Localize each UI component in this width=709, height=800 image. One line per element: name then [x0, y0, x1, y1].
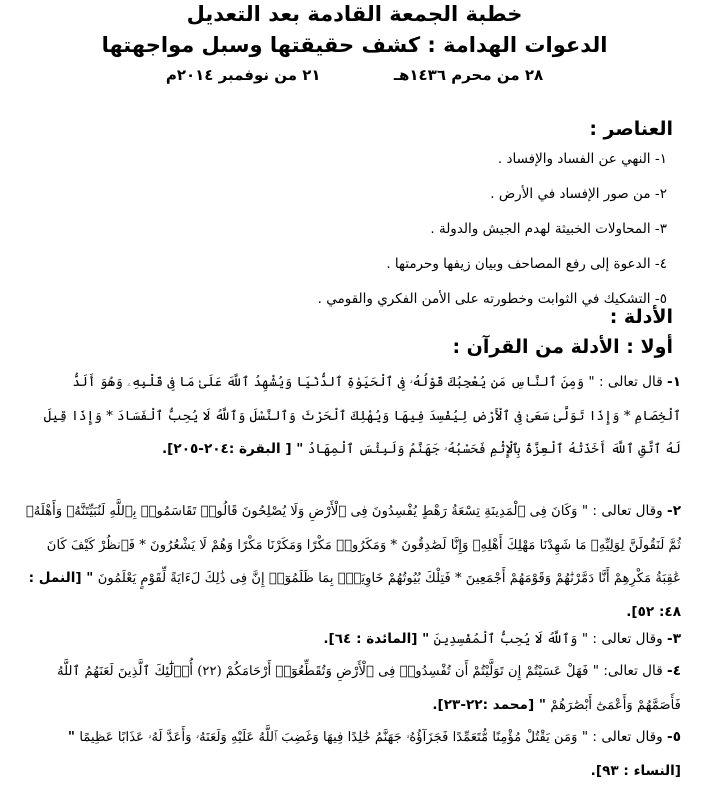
item-intro: وقال تعالى : " — [581, 631, 663, 647]
elements-heading: العناصر : — [589, 118, 673, 140]
item-number: ١- — [667, 374, 681, 390]
elements-list — [47, 142, 667, 317]
page-title: خطبة الجمعة القادمة بعد التعديل — [186, 2, 523, 26]
list-item: ٢- من صور الإفساد في الأرض . — [490, 186, 667, 202]
list-item: ٣- المحاولات الخبيثة لهدم الجيش والدولة . — [430, 221, 667, 237]
verse-text: فَهَلْ عَسَيْتُمْ إِن تَوَلَّيْتُمْ أَن تُفْسِدُوا۟ فِى ٱلْأَرْضِ وَتُقَطِّعُوٓا۟ أَرْحَامَكُمْ (٢٢) أُو۟لَٰٓئِكَ ٱلَّذِينَ لَعَنَهُمُ ٱللَّهُ فَأَصَمَّهُمْ وَأَعْمَىٰٓ أَبْصَٰرَهُمْ — [57, 664, 681, 713]
verse-reference: " [ البقرة :٢٠٤-٢٠٥]. — [162, 441, 304, 457]
date-hijri: ٢٨ من محرم ١٤٣٦هـ — [393, 66, 544, 84]
evidence-item — [25, 366, 681, 467]
evidence-item — [25, 655, 681, 722]
page-subtitle: الدعوات الهدامة : كشف حقيقتها وسبل مواجهتها — [101, 33, 608, 57]
item-number: ٢- — [667, 503, 681, 519]
item-number: ٤- — [667, 663, 681, 679]
item-intro: قال تعالى: " — [592, 663, 663, 679]
item-intro: وقال تعالى : " — [581, 729, 663, 745]
evidence-item — [25, 623, 681, 657]
list-item: ٥- التشكيك في الثوابت وخطورته على الأمن الفكري والقومي . — [317, 291, 667, 307]
verse-reference: " [النساء : ٩٣]. — [67, 729, 681, 779]
verse-text: وَمَن يَقْتُلْ مُؤْمِنًا مُّتَعَمِّدًا فَجَزَآؤُهُۥ جَهَنَّمُ خَٰلِدًا فِيهَا وَغَضِبَ ٱللَّهُ عَلَيْهِ وَلَعَنَهُۥ وَأَعَدَّ لَهُۥ عَذَابًا عَظِيمًا — [79, 730, 578, 745]
date-line — [0, 66, 709, 84]
list-item: ٤- الدعوة إلى رفع المصاحف وبيان زيفها وحرمتها . — [386, 256, 667, 272]
evidence-heading: الأدلة : — [609, 306, 673, 328]
item-intro: قال تعالى : " — [588, 374, 663, 390]
verse-text: وَمِنَ ٱلنَّاسِ مَن يُعْجِبُكَ قَوْلُهُۥ فِى ٱلْحَيَوٰةِ ٱلدُّنْيَا وَيُشْهِدُ ٱللَّهَ عَلَىٰ مَا فِى قَلْبِهِۦ وَهُوَ أَلَدُّ ٱلْخِصَامِ * وَإِذَا تَوَلَّىٰ سَعَىٰ فِى ٱلْأَرْضِ لِيُفْسِدَ فِيهَا وَيُهْلِكَ ٱلْحَرْثَ وَٱلنَّسْلَ وَٱللَّهُ لَا يُحِبُّ ٱلْفَسَادَ * وَإِذَا قِيلَ لَهُ ٱتَّقِ ٱللَّهَ أَخَذَتْهُ ٱلْعِزَّةُ بِٱلْإِثْمِ فَحَسْبُهُۥ جَهَنَّمُ وَلَبِئْسَ ٱلْمِهَادُ — [43, 375, 681, 457]
evidence-item — [25, 721, 681, 787]
verse-text: وَٱللَّهُ لَا يُحِبُّ ٱلْمُفْسِدِينَ — [433, 632, 578, 647]
evidence-item — [25, 495, 681, 628]
verse-reference: " [النمل : ٤٨: ٥٢]. — [28, 570, 681, 620]
list-item: ١- النهي عن الفساد والإفساد . — [497, 151, 667, 167]
quran-evidence-heading: أولا : الأدلة من القرآن : — [452, 336, 673, 358]
verse-reference: " [المائدة : ٦٤]. — [323, 631, 430, 647]
verse-text: وَكَانَ فِى ٱلْمَدِينَةِ تِسْعَةُ رَهْطٍ يُفْسِدُونَ فِى ٱلْأَرْضِ وَلَا يُصْلِحُونَ قَالُوا۟ تَقَاسَمُوا۟ بِٱللَّهِ لَنُبَيِّتَنَّهُۥ وَأَهْلَهُۥ ثُمَّ لَنَقُولَنَّ لِوَلِيِّهِۦ مَا شَهِدْنَا مَهْلِكَ أَهْلِهِۦ وَإِنَّا لَصَٰدِقُونَ * وَمَكَرُوا۟ مَكْرًا وَمَكَرْنَا مَكْرًا وَهُمْ لَا يَشْعُرُونَ * فَٱنظُرْ كَيْفَ كَانَ عَٰقِبَةُ مَكْرِهِمْ أَنَّا دَمَّرْنَٰهُمْ وَقَوْمَهُمْ أَجْمَعِينَ * فَتِلْكَ بُيُوتُهُمْ خَاوِيَةًۢ بِمَا ظَلَمُوٓا۟ إِنَّ فِى ذَٰلِكَ لَءَايَةً لِّقَوْمٍ يَعْلَمُونَ — [25, 504, 681, 586]
verse-reference: " [محمد :٢٢-٢٣]. — [432, 696, 546, 713]
item-number: ٥- — [667, 729, 681, 745]
date-gregorian: ٢١ من نوفمبر ٢٠١٤م — [165, 66, 321, 84]
item-intro: وقال تعالى : " — [581, 503, 663, 519]
item-number: ٣- — [667, 631, 681, 647]
